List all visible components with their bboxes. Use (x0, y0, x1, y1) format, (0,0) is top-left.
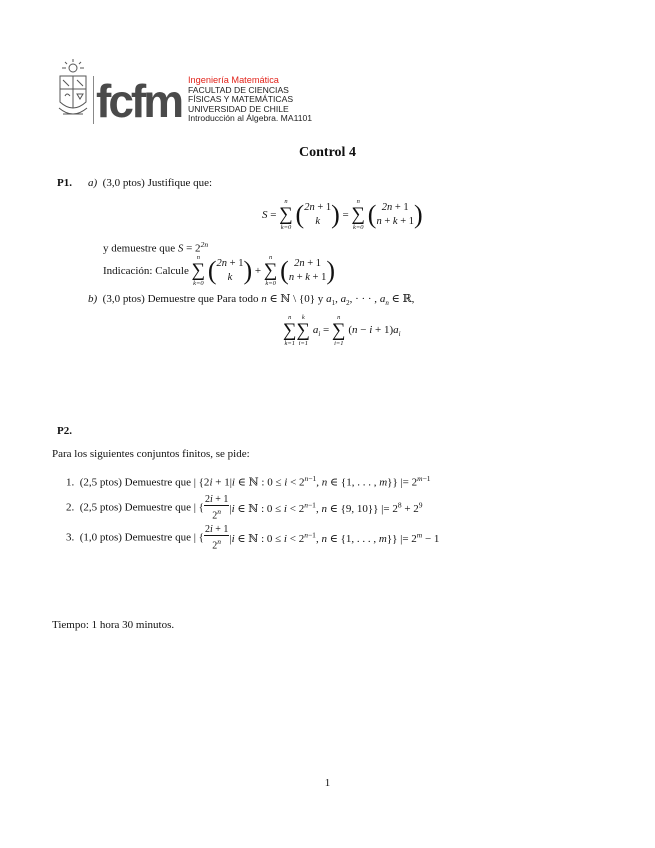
page-number: 1 (324, 777, 331, 789)
p2-item-1: 1. (2,5 ptos) Demuestre que | {2i + 1|i ∈ ℕ : $0 \le i < 2^{n-1}$, n ∈ {1, . . . , m}} |= $2^{m-1}$ (66, 474, 431, 489)
p2-item-3: 3. (1,0 ptos) Demuestre que | { $\frac{2i + 1}{2^n}$ |i ∈ ℕ : $0 \le i < 2^{n-1}$, n ∈ {1, . . . , m}} |= $2^m - 1$ (66, 524, 440, 552)
p1a-marker: a) (88, 177, 98, 189)
p2-item-3-points: (1,0 ptos) (79, 531, 122, 544)
department-name: Ingeniería Matemática (188, 75, 279, 85)
p2-item-2-num: 2. (66, 501, 75, 514)
p2-item-2: 2. (2,5 ptos) Demuestre que | { $\frac{2i + 1}{2^n}$ |i ∈ ℕ : $0 \le i < 2^{n-1}$, n ∈ {9, 10}} |= $2^8 + 2^9$ (66, 494, 423, 522)
faculty-line-2: FÍSICAS Y MATEMÁTICAS (188, 94, 294, 105)
p2-item-1-points: (2,5 ptos) (79, 476, 122, 489)
time-limit: Tiempo: 1 hora 30 minutos. (52, 619, 175, 631)
fcfm-logo: fcfm (96, 75, 182, 127)
university-crest-logo (57, 58, 89, 126)
p1b-equation: n ∑ k=1 k ∑ i=1 $a_i$ = n ∑ i=1 $(n - i + 1)a_i$ (283, 314, 401, 347)
crest-icon (57, 58, 89, 126)
university-name: UNIVERSIDAD DE CHILE (188, 103, 289, 114)
p2-item-2-points: (2,5 ptos) (79, 501, 122, 514)
p1a-demo: y demuestre que $S = 2^{2n}$ (103, 240, 209, 255)
p2-item-3-text: Demuestre que (124, 531, 191, 544)
p1-label: P1. (57, 177, 72, 189)
institution-block (188, 76, 312, 124)
course-name: Introducción al Álgebra. MA1101 (188, 113, 313, 124)
p2-label: P2. (57, 425, 72, 437)
p1a-hint-label: Indicación: Calcule (103, 265, 189, 277)
p1b-marker: b) (88, 293, 98, 305)
p1a-points: (3,0 ptos) (102, 177, 145, 189)
p2-item-2-text: Demuestre que (124, 501, 191, 514)
page-title: Control 4 (299, 145, 356, 160)
p1a-equation: S = n ∑ k=0 (2n + 1 k ) = n ∑ k=0 ( 2n + 1 n + k + 1) (262, 198, 423, 231)
p2-item-1-num: 1. (66, 476, 75, 489)
p1a-hint: Indicación: Calcule n ∑ k=0 (2n + 1 k ) + n ∑ k=0 ( 2n + 1 n + k + 1) (103, 254, 336, 287)
p1b-statement: b) (3,0 ptos) Demuestre que Para todo n ∈ ℕ \ {0} y $a_1$, $a_2$, · · · , $a_n$ ∈ ℝ, (88, 293, 415, 308)
p1a-statement (88, 177, 212, 189)
p2-intro: Para los siguientes conjuntos finitos, se pide: (52, 448, 250, 460)
p1a-demo-text: y demuestre que (103, 242, 176, 255)
p1b-points: (3,0 ptos) (102, 293, 145, 305)
logo-divider (93, 76, 94, 124)
p1a-text: Justifique que: (147, 177, 213, 189)
p2-item-3-num: 3. (66, 531, 75, 544)
p1b-text: Demuestre que Para todo (147, 293, 259, 305)
faculty-line-1: FACULTAD DE CIENCIAS (188, 84, 289, 95)
p2-item-1-text: Demuestre que (124, 476, 191, 489)
